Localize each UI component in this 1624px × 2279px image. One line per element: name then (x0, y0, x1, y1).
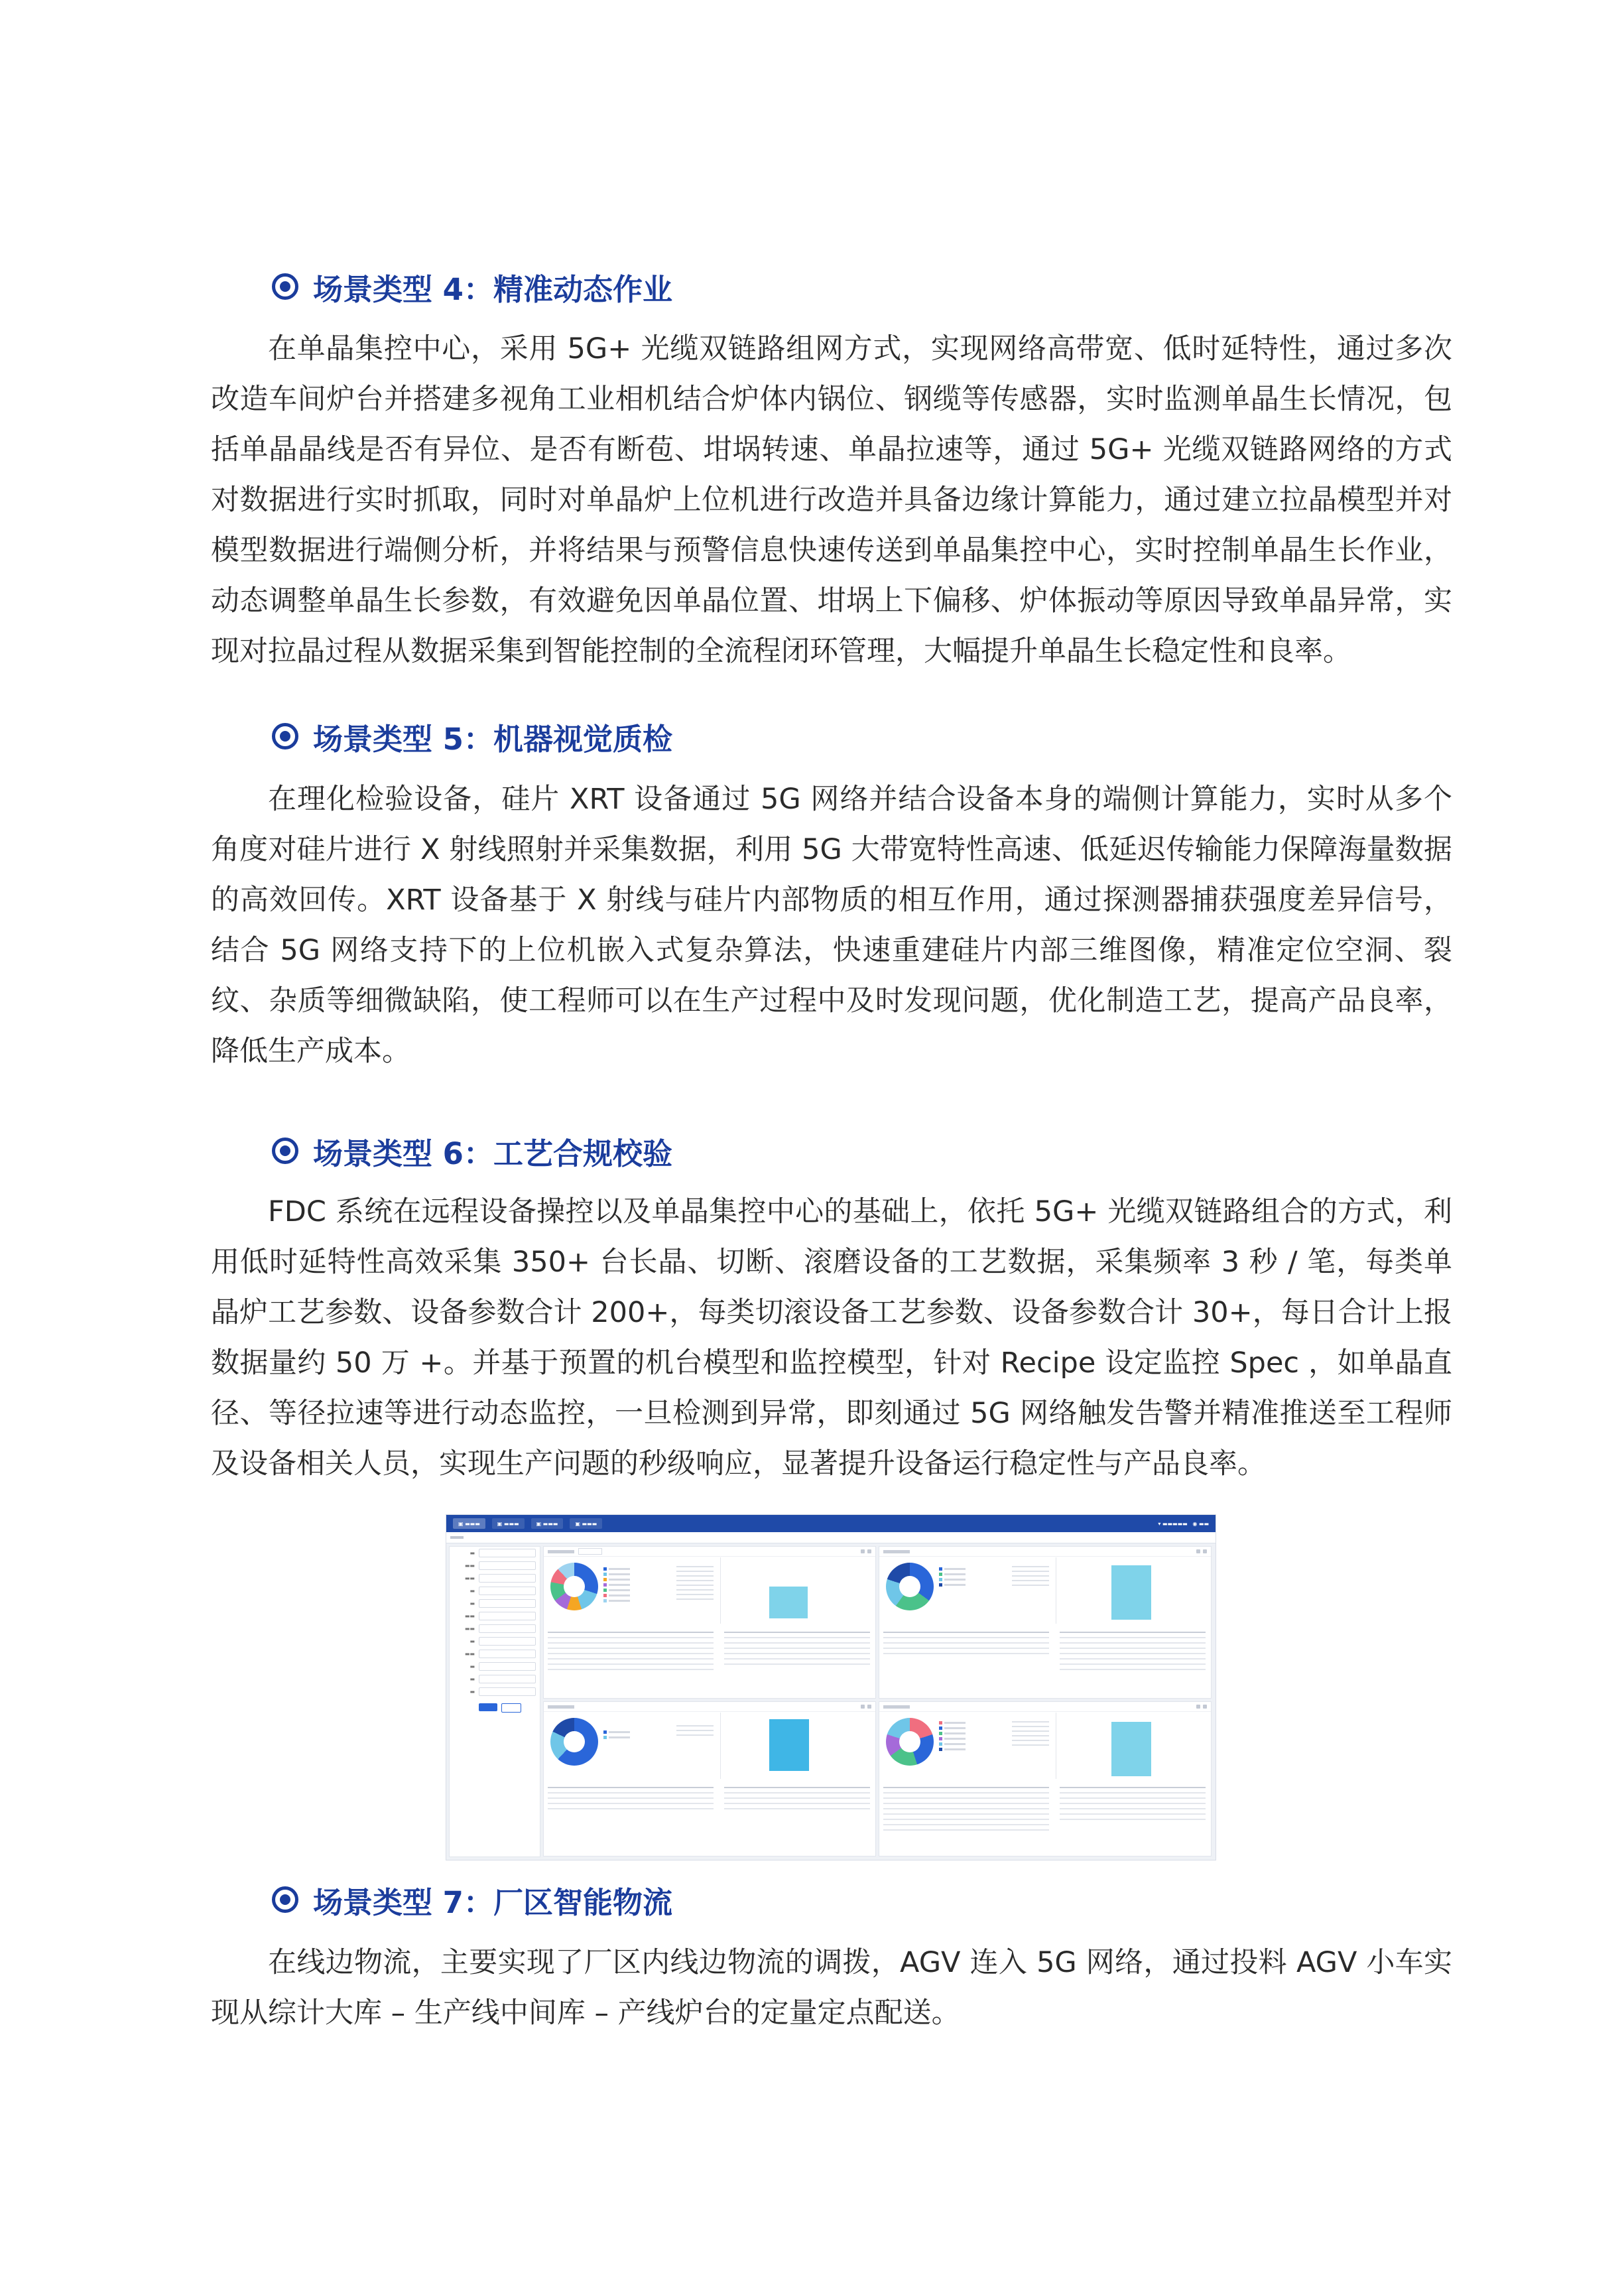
section-heading-text: 场景类型 5：机器视觉质检 (313, 721, 672, 757)
chart-panel (543, 1546, 876, 1699)
donut-chart (550, 1563, 598, 1610)
chart-panel (879, 1701, 1212, 1856)
section-paragraph-5: 在理化检验设备，硅片 XRT 设备通过 5G 网络并结合设备本身的端侧计算能力，实时从多个角度对硅片进行 X 射线照射并采集数据，利用 5G 大带宽特性高速、低延迟传输能力保障海量数据的高效回传。XRT 设备基于 X 射线与硅片内部物质的相互作用，通过探测器捕获强度差异信号，结合 5G 网络支持下的上位机嵌入式复杂算法，快速重建硅片内部三维图像，精准定位空洞、裂纹、杂质等细微缺陷，使工程师可以在生产过程中及时发现问题，优化制造工艺，提高产品良率，降低生产成本。 (211, 783, 1452, 1068)
circle-bullet-icon (272, 1138, 298, 1164)
section-paragraph-6: FDC 系统在远程设备操控以及单晶集控中心的基础上，依托 5G+ 光缆双链路组合的方式，利用低时延特性高效采集 350+ 台长晶、切断、滚磨设备的工艺数据，采集频率 3 秒 / 笔，每类单晶炉工艺参数、设备参数合计 200+，每类切滚设备工艺参数、设备参数合计 30+，每日合计上报数据量约 50 万 +。并基于预置的机台模型和监控模型，针对 Recipe 设定监控 Spec ，如单晶直径、等径拉速等进行动态监控，一旦检测到异常，即刻通过 5G 网络触发告警并精准推送至工程师及设备相关人员，实现生产问题的秒级响应，显著提升设备运行稳定性与产品良率。 (211, 1195, 1452, 1480)
chart-panel (543, 1701, 876, 1856)
chart-bar (769, 1719, 809, 1771)
section-heading-text: 场景类型 6：工艺合规校验 (313, 1136, 672, 1171)
section-heading-4 (272, 260, 672, 313)
app-tab: ▣ ▬▬▬ (531, 1518, 564, 1529)
circle-bullet-icon (272, 1886, 298, 1913)
section-heading-7 (272, 1873, 672, 1926)
section-paragraph-7: 在线边物流，主要实现了厂区内线边物流的调拨，AGV 连入 5G 网络，通过投料 AGV 小车实现从综计大库 – 生产线中间库 – 产线炉台的定量定点配送。 (211, 1946, 1452, 2030)
chart-bar (1111, 1565, 1151, 1620)
section-heading-text: 场景类型 7：厂区智能物流 (313, 1884, 672, 1920)
app-header-bar (446, 1515, 1216, 1532)
donut-chart (550, 1718, 598, 1766)
circle-bullet-icon (272, 723, 298, 749)
circle-bullet-icon (272, 273, 298, 300)
donut-chart (886, 1563, 934, 1610)
section-heading-6 (272, 1124, 672, 1177)
chart-panel (879, 1546, 1212, 1699)
section-heading-5 (272, 710, 672, 763)
filter-panel: ▬ ▬▬ ▬▬ ▬ ▬ ▬▬ ▬▬ ▬ ▬▬ ▬ ▬ ▬ (449, 1546, 540, 1857)
app-tab: ▣ ▬▬▬ (453, 1518, 485, 1529)
user-info: ▾ ▬▬▬▬▬ ◉ ▬▬ (1158, 1520, 1209, 1527)
app-tab: ▣ ▬▬▬ (570, 1518, 602, 1529)
breadcrumb (446, 1532, 1216, 1543)
fdc-system-screenshot (446, 1514, 1216, 1860)
donut-chart (886, 1718, 934, 1766)
app-tab: ▣ ▬▬▬ (492, 1518, 525, 1529)
chart-bar (769, 1587, 808, 1618)
section-paragraph-4: 在单晶集控中心，采用 5G+ 光缆双链路组网方式，实现网络高带宽、低时延特性，通过多次改造车间炉台并搭建多视角工业相机结合炉体内锅位、钢缆等传感器，实时监测单晶生长情况，包括单晶晶线是否有异位、是否有断苞、坩埚转速、单晶拉速等，通过 5G+ 光缆双链路网络的方式对数据进行实时抓取，同时对单晶炉上位机进行改造并具备边缘计算能力，通过建立拉晶模型并对模型数据进行端侧分析，并将结果与预警信息快速传送到单晶集控中心，实时控制单晶生长作业，动态调整单晶生长参数，有效避免因单晶位置、坩埚上下偏移、炉体振动等原因导致单晶异常，实现对拉晶过程从数据采集到智能控制的全流程闭环管理，大幅提升单晶生长稳定性和良率。 (211, 332, 1452, 668)
reset-button (501, 1703, 521, 1713)
query-button (479, 1703, 497, 1711)
section-heading-text: 场景类型 4：精准动态作业 (313, 271, 672, 307)
chart-bar (1111, 1722, 1151, 1776)
